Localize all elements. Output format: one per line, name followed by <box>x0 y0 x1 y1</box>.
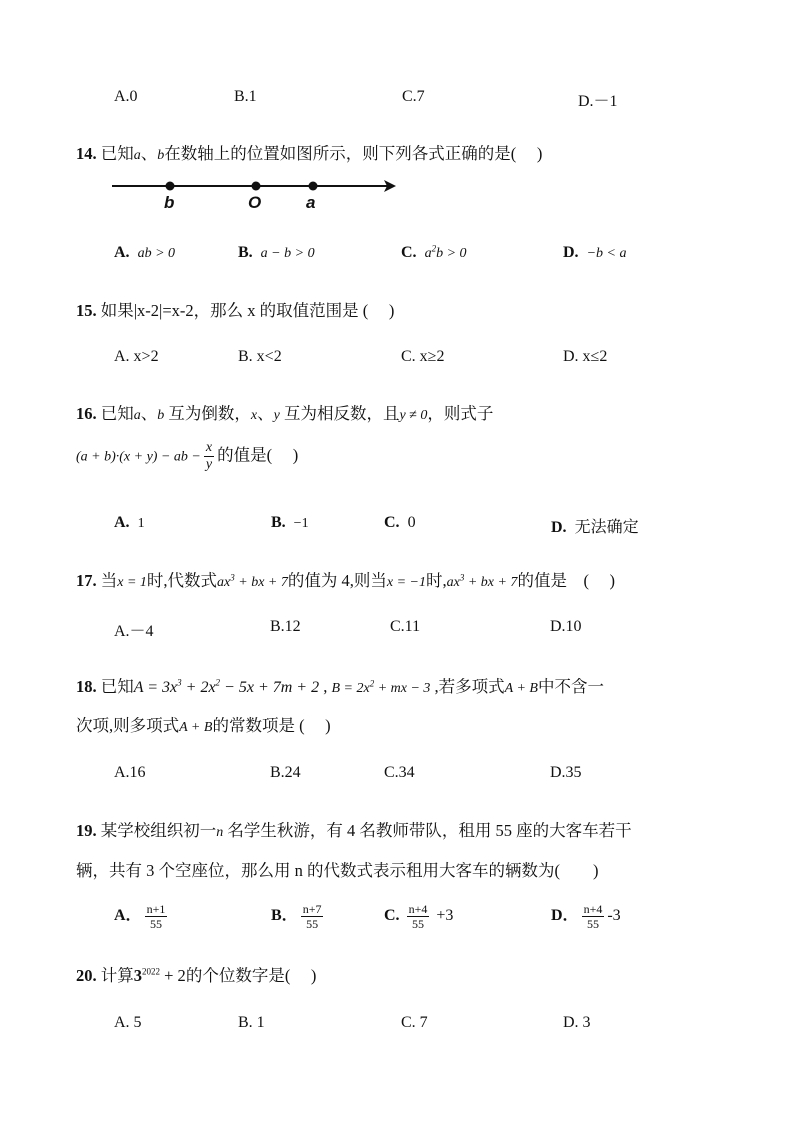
q18-option-b: B.24 <box>270 764 301 781</box>
q15-option-c: C. x≥2 <box>401 348 445 365</box>
q19-stem-line2: 辆，共有 3 个空座位，那么用 n 的代数式表示租用大客车的辆数为( ) <box>76 861 599 880</box>
q16-expression: (a + b)·(x + y) − ab − <box>76 449 201 465</box>
point-a <box>309 182 318 191</box>
q18-option-c: C.34 <box>384 764 415 781</box>
q17-option-d: D.10 <box>550 618 582 635</box>
label-b: b <box>164 193 175 212</box>
q13-option-c: C.7 <box>402 88 425 105</box>
q16-option-d: D. 无法确定 <box>551 519 639 536</box>
q15-text: 如果|x-2|=x-2，那么 x 的取值范围是 ( ) <box>100 301 395 320</box>
q17-number: 17. <box>76 571 97 590</box>
q20-option-b: B. 1 <box>238 1014 265 1031</box>
q15-option-b: B. x<2 <box>238 348 282 365</box>
q18-number: 18. <box>76 677 97 696</box>
q19-option-d-fraction: $\frac{n+4}{55}$ <box>583 902 603 931</box>
q18-stem-line1: 18. 已知$A = 3x^3 + 2x^2 - 5x + 7m + 2$ , $B = 2x^2$ + mx − 3 ,若多项式A + B中不含一 <box>76 677 604 696</box>
q19-option-c-fraction: $\frac{n+4}{55}$ <box>408 902 428 931</box>
label-a: a <box>306 193 316 212</box>
q14-stem <box>76 140 542 164</box>
q20-number: 20. <box>76 966 97 985</box>
q15-stem <box>76 297 394 321</box>
q17-option-a: A.－4 <box>114 623 154 640</box>
q13-option-a: A.0 <box>114 88 138 105</box>
q14-option-c-expr: $a^2b > 0$ <box>424 243 467 261</box>
q19-option-a-fraction: $\frac{n+1}{55}$ <box>146 902 166 931</box>
q18-stem-line2: 次项,则多项式A + B的常数项是 ( ) <box>76 716 331 735</box>
q17-option-c: C.11 <box>390 618 421 635</box>
q16-option-c: C. 0 <box>384 514 416 531</box>
q14-var-a: a <box>133 148 141 163</box>
number-line <box>108 174 400 214</box>
q20-stem: 20. 计算$3^{2022} + 2$的个位数字是( ) <box>76 966 317 985</box>
point-b <box>166 182 175 191</box>
q13-option-d: D.－1 <box>578 93 618 110</box>
q14-option-a-label: A. <box>114 244 130 261</box>
q20-option-c: C. 7 <box>401 1014 428 1031</box>
q19-option-c: C. $\frac{n+4}{55}$ +3 <box>384 902 454 931</box>
q14-option-d-label: D. <box>563 244 579 261</box>
q16-stem-line1: 16. 已知a、b 互为倒数，x、y 互为相反数，且y ≠ 0，则式子 <box>76 404 494 423</box>
q14-option-b-expr: a − b > 0 <box>260 246 315 261</box>
q16-tail: 的值是( ) <box>217 445 299 465</box>
q16-number: 16. <box>76 404 97 423</box>
q14-var-b: b <box>157 148 165 163</box>
q17-stem: 17. 当x = 1时,代数式$ax^3$ + bx + 7的值为 4,则当x = −1时$,ax^3$ + bx + 7的值是 ( ) <box>76 571 616 590</box>
q15-number: 15. <box>76 301 97 320</box>
q16-stem-line2 <box>76 440 298 473</box>
q14-option-c <box>401 244 467 262</box>
q16-option-b: B. −1 <box>271 514 309 531</box>
q14-option-d <box>563 244 626 262</box>
q19-option-b: B． $\frac{n+7}{55}$ <box>271 902 322 931</box>
q14-text-2: 在数轴上的位置如图所示，则下列各式正确的是( ) <box>164 144 543 163</box>
q14-sep: 、 <box>140 144 158 163</box>
q20-option-d: D. 3 <box>563 1014 591 1031</box>
point-o <box>252 182 261 191</box>
q19-stem-line1: 19. 某学校组织初一n 名学生秋游，有 4 名教师带队，租用 55 座的大客车若干 <box>76 821 632 840</box>
q13-option-b: B.1 <box>234 88 257 105</box>
q19-option-d: D． $\frac{n+4}{55}$ -3 <box>551 902 621 931</box>
q14-option-b <box>238 244 315 262</box>
q18-option-a: A.16 <box>114 764 146 781</box>
q14-option-c-label: C. <box>401 244 417 261</box>
q17-option-b: B.12 <box>270 618 301 635</box>
q14-option-a-expr: ab > 0 <box>137 246 176 261</box>
q15-option-d: D. x≤2 <box>563 348 608 365</box>
q19-option-b-fraction: $\frac{n+7}{55}$ <box>302 902 322 931</box>
q15-option-a: A. x>2 <box>114 348 159 365</box>
q14-option-b-label: B. <box>238 244 253 261</box>
label-o: O <box>248 193 262 212</box>
q16-option-a: A. 1 <box>114 514 145 531</box>
q14-option-d-expr: −b < a <box>586 246 627 261</box>
q14-text-1: 已知 <box>100 144 134 163</box>
q14-option-a <box>114 244 175 262</box>
q14-number: 14. <box>76 144 97 163</box>
q16-fraction: $\frac{x}{y}$ <box>205 440 213 472</box>
q18-option-d: D.35 <box>550 764 582 781</box>
q20-option-a: A. 5 <box>114 1014 142 1031</box>
q19-option-a: A． $\frac{n+1}{55}$ <box>114 902 166 931</box>
q19-number: 19. <box>76 821 97 840</box>
